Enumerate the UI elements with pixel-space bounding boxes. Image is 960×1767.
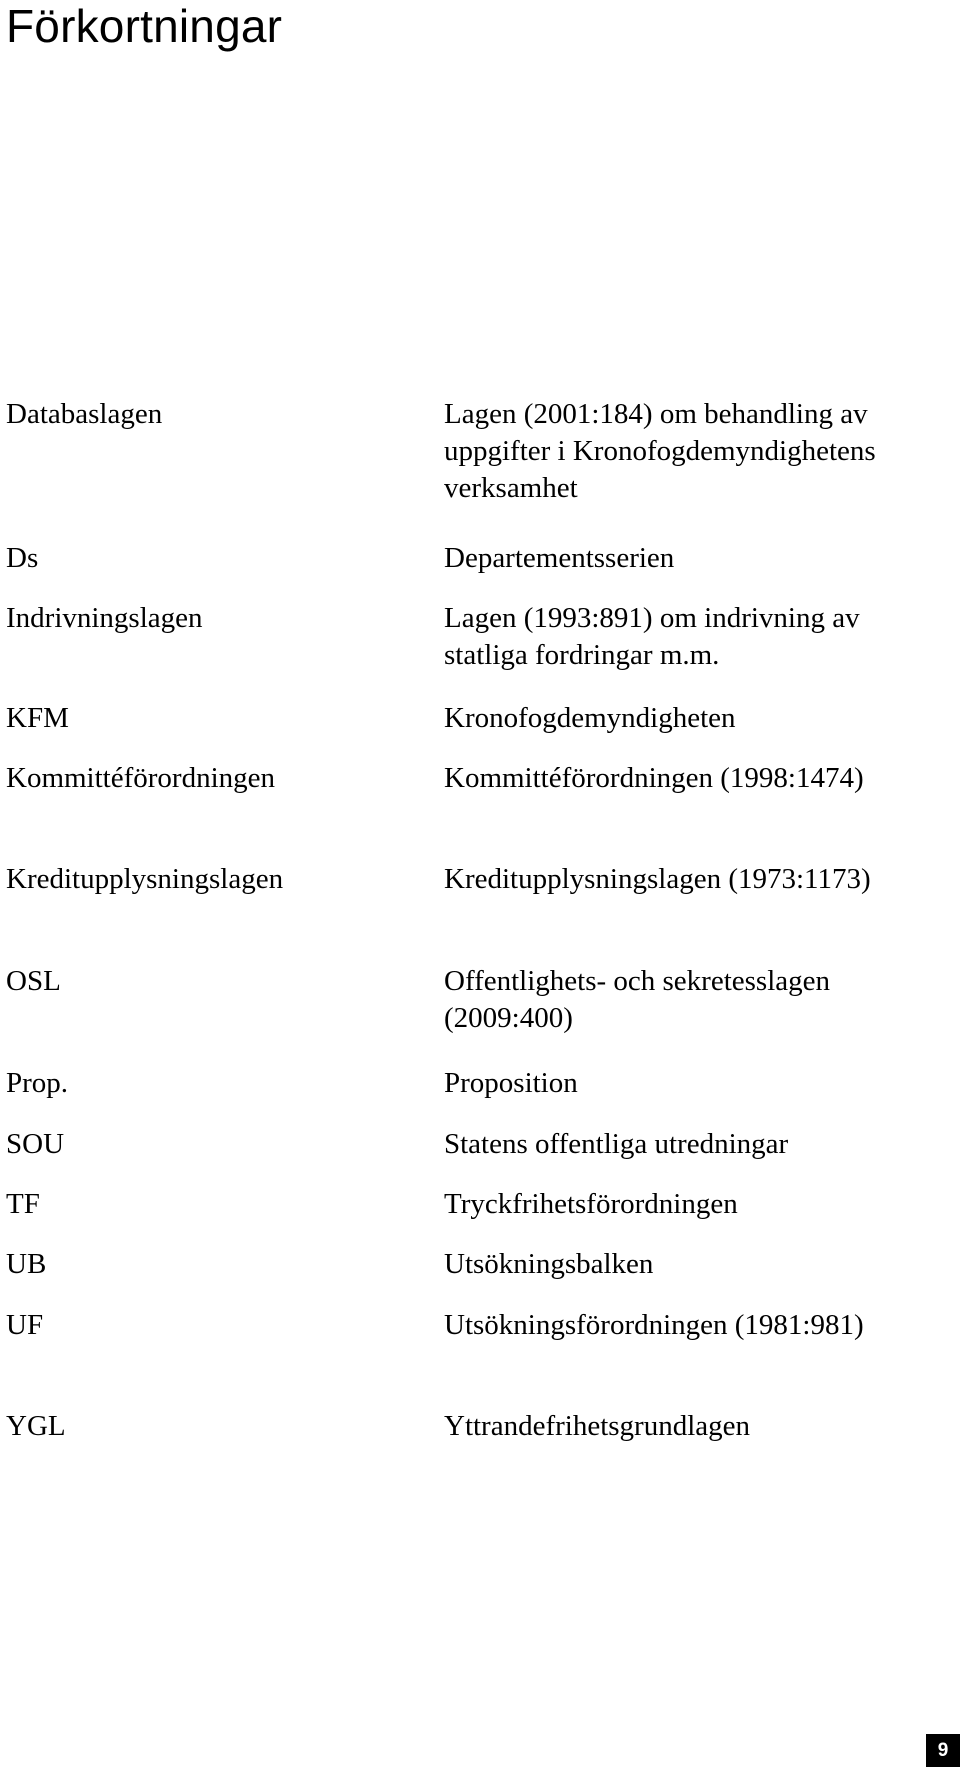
abbreviation-term: OSL [6, 965, 61, 997]
abbreviation-term: Prop. [6, 1067, 69, 1099]
abbreviation-definition: Lagen (1993:891) om indrivning av statliga fordringar m.m. [444, 602, 860, 671]
abbreviation-definition: Utsökningsbalken [444, 1248, 654, 1280]
abbreviation-term: TF [6, 1188, 40, 1220]
abbreviation-term: Databaslagen [6, 398, 163, 430]
page-title: Förkortningar [6, 0, 283, 52]
abbreviation-term: Kommittéförordningen [6, 762, 276, 794]
abbreviation-definition: Utsökningsförordningen (1981:981) [444, 1309, 864, 1341]
abbreviation-definition: Kreditupplysningslagen (1973:1173) [444, 863, 871, 895]
abbreviation-term: SOU [6, 1128, 65, 1160]
abbreviation-term: Indrivningslagen [6, 602, 203, 634]
abbreviation-definition: Kommittéförordningen (1998:1474) [444, 762, 864, 794]
abbreviation-definition: Departementsserien [444, 542, 675, 574]
abbreviation-definition: Lagen (2001:184) om behandling av uppgifter i Kronofogdemyndighetens verksamhet [444, 398, 876, 504]
abbreviation-definition: Proposition [444, 1067, 578, 1099]
abbreviation-term: KFM [6, 702, 69, 734]
abbreviation-term: Ds [6, 542, 39, 574]
abbreviation-definition: Statens offentliga utredningar [444, 1128, 789, 1160]
abbreviation-definition: Offentlighets- och sekretesslagen (2009:400) [444, 965, 831, 1034]
abbreviation-term: UB [6, 1248, 47, 1280]
abbreviation-term: YGL [6, 1410, 66, 1442]
abbreviation-term: UF [6, 1309, 44, 1341]
abbreviation-definition: Yttrandefrihetsgrundlagen [444, 1410, 751, 1442]
abbreviation-definition: Tryckfrihetsförordningen [444, 1188, 738, 1220]
abbreviation-definition: Kronofogdemyndigheten [444, 702, 736, 734]
abbreviation-term: Kreditupplysningslagen [6, 863, 284, 895]
page-number: 9 [926, 1734, 960, 1767]
